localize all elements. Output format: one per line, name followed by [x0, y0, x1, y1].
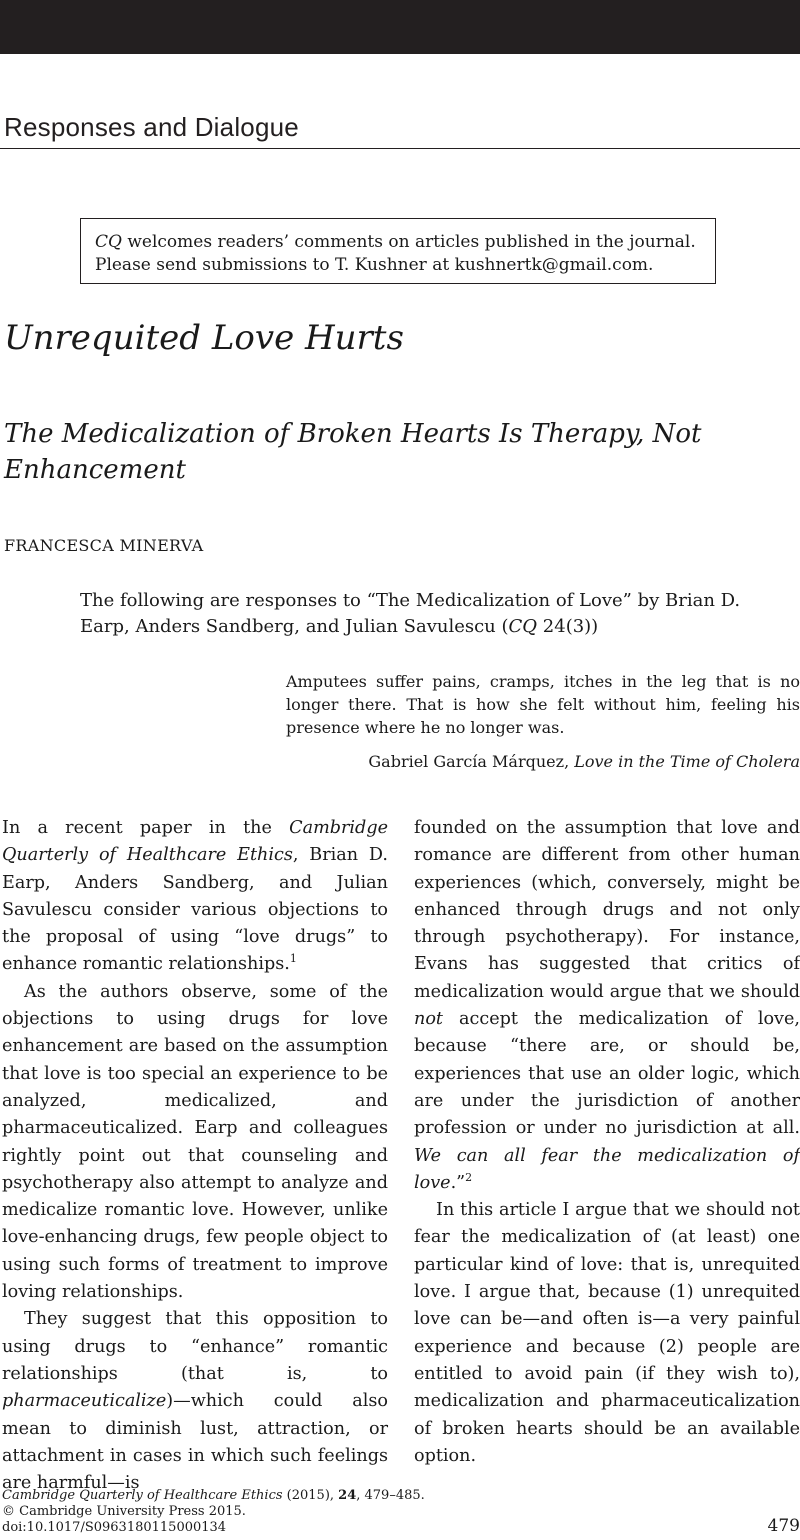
epigraph-quote: Amputees suffer pains, cramps, itches in the leg that is no longer there. That is how she felt without him, feeling his presence where he no longer was.	[286, 672, 800, 737]
p3-text-c: accept the medicalization of love, because “there are, or should be, experiences that use an older logic, which are under the jurisdiction of another profession or under no jurisdiction at all.	[414, 1009, 800, 1139]
submission-notice-box	[80, 218, 716, 284]
top-black-bar	[0, 0, 800, 54]
intro-volume: 24(3))	[537, 616, 599, 637]
notice-line-2: Please send submissions to T. Kushner at kushnertk@gmail.com.	[95, 255, 654, 275]
epigraph-attribution	[368, 750, 800, 773]
epigraph-author: Gabriel García Márquez,	[368, 752, 575, 771]
notice-line-1-text: welcomes readers’ comments on articles published in the journal.	[121, 232, 696, 252]
paragraph-3-cont	[414, 815, 800, 1197]
header-rule	[0, 148, 800, 149]
footer-year: (2015),	[282, 1488, 339, 1503]
footer-pages: , 479–485.	[356, 1488, 425, 1503]
intro-journal: CQ	[508, 616, 538, 637]
body-column-right	[414, 815, 800, 1470]
paragraph-4: In this article I argue that we should not fear the medicalization of (at least) one particular kind of love: that is, unrequited love. I argue that, because (1) unrequited love can be—and often is—a very painful experience and because (2) people are entitled to avoid pain (if they wish to), medicalization and pharmaceuticalization of broken hearts should be an available option.	[414, 1200, 800, 1466]
page-number: 479	[767, 1516, 800, 1536]
footnote-ref-1[interactable]: 1	[289, 952, 297, 966]
p3-not: not	[414, 1009, 443, 1030]
p1-text-b: , Brian D. Earp, Anders Sandberg, and Julian Savulescu consider various objections to the proposal of using “love drugs” to enhance romantic relationships.	[2, 845, 388, 975]
epigraph-work: Love in the Time of Cholera	[574, 752, 800, 771]
citation-footer	[2, 1488, 425, 1536]
footer-citation-line	[2, 1488, 425, 1504]
p1-text-a: In a recent paper in the	[2, 818, 290, 838]
article-subtitle: The Medicalization of Broken Hearts Is Therapy, Not Enhancement	[4, 419, 702, 485]
p1-journal: Cambridge Quarterly of Healthcare Ethics	[2, 818, 388, 866]
article-title: Unrequited Love Hurts	[4, 318, 404, 358]
footnote-ref-2[interactable]: 2	[465, 1171, 473, 1184]
p3-quote: We can all fear the medicalization of love	[414, 1145, 800, 1193]
p3-text-b-part1: )—which could also mean to diminish lust, attraction, or attachment in cases in which such feelings are harmful—is	[2, 1391, 388, 1494]
p3-text-a: They suggest that this opposition to using drugs to “enhance” romantic relationships (that is, to	[2, 1309, 388, 1384]
author-name: FRANCESCA MINERVA	[4, 536, 204, 555]
footer-volume: 24	[338, 1488, 357, 1503]
notice-journal: CQ	[95, 232, 122, 252]
paragraph-1	[2, 815, 388, 979]
response-intro	[80, 588, 770, 640]
p3-text-d: .”	[450, 1172, 466, 1193]
paragraph-3-start	[2, 1306, 388, 1497]
footer-doi[interactable]: doi:10.1017/S0963180115000134	[2, 1520, 227, 1535]
footer-journal: Cambridge Quarterly of Healthcare Ethics	[2, 1488, 283, 1503]
p3-text-b-part2: founded on the assumption that love and romance are different from other human experiences (which, conversely, might be enhanced through drugs and not only through psychotherapy). For instance, Evans has suggested that critics of medicalization would argue that we should	[414, 818, 800, 1002]
body-column-left	[2, 815, 388, 1497]
footer-copyright: © Cambridge University Press 2015.	[2, 1504, 246, 1519]
paragraph-2: As the authors observe, some of the objections to using drugs for love enhancement are based on the assumption that love is too special an experience to be analyzed, medicalized, and pharmaceuticalized. Earp and colleagues rightly point out that counseling and psychotherapy also attempt to analyze and medicalize romantic love. However, unlike love-enhancing drugs, few people object to using such forms of treatment to improve loving relationships.	[2, 981, 388, 1303]
p3-emphasis: pharmaceuticalize	[2, 1391, 167, 1412]
section-heading: Responses and Dialogue	[4, 112, 299, 142]
notice-line-1	[95, 231, 701, 254]
intro-text: The following are responses to “The Medicalization of Love” by Brian D. Earp, Anders Sandberg, and Julian Savulescu (	[80, 590, 741, 637]
